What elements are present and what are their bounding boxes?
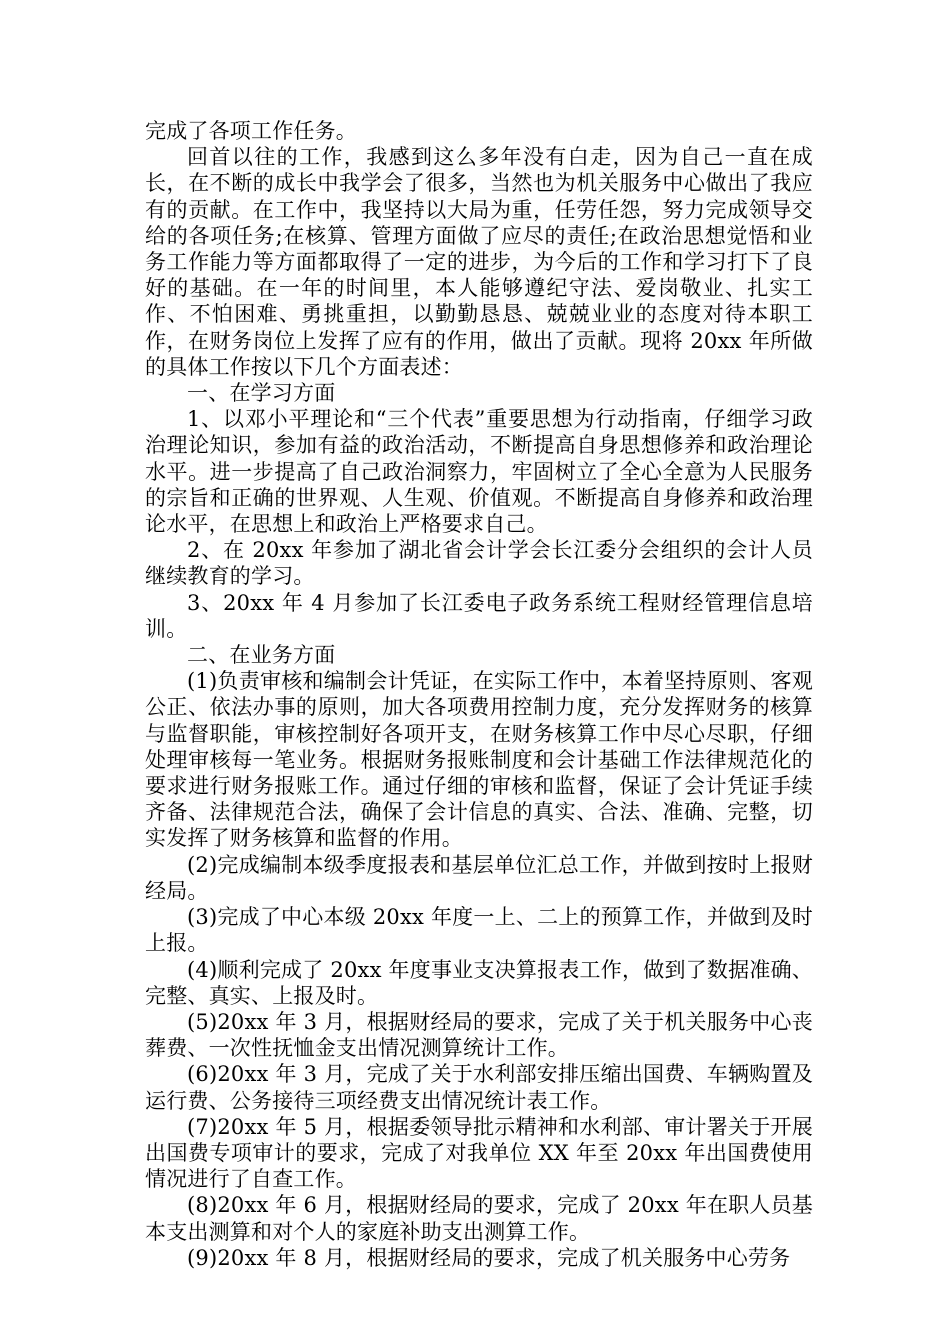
paragraph-business-2: (2)完成编制本级季度报表和基层单位汇总工作，并做到按时上报财经局。 bbox=[145, 852, 813, 903]
paragraph-study-3: 3、20xx 年 4 月参加了长江委电子政务系统工程财经管理信息培训。 bbox=[145, 590, 813, 641]
paragraph-business-1: (1)负责审核和编制会计凭证，在实际工作中，本着坚持原则、客观公正、依法办事的原则，加大各项费用控制力度，充分发挥财务的核算与监督职能，审核控制好各项开支，在财务核算工作中尽心尽职，仔细处理审核每一笔业务。根据财务报账制度和会计基础工作法律规范化的要求进行财务报账工作。通过仔细的审核和监督，保证了会计凭证手续齐备、法律规范合法，确保了会计信息的真实、合法、准确、完整，切实发挥了财务核算和监督的作用。 bbox=[145, 669, 813, 851]
paragraph-study-1: 1、以邓小平理论和“三个代表”重要思想为行动指南，仔细学习政治理论知识，参加有益的政治活动，不断提高自身思想修养和政治理论水平。进一步提高了自己政治洞察力，牢固树立了全心全意为人民服务的宗旨和正确的世界观、人生观、价值观。不断提高自身修养和政治理论水平，在思想上和政治上严格要求自己。 bbox=[145, 407, 813, 537]
paragraph-business-7: (7)20xx 年 5 月，根据委领导批示精神和水利部、审计署关于开展出国费专项审计的要求，完成了对我单位 XX 年至 20xx 年出国费使用情况进行了自查工作。 bbox=[145, 1114, 813, 1192]
document-page bbox=[145, 118, 813, 1271]
paragraph-review: 回首以往的工作，我感到这么多年没有白走，因为自己一直在成长，在不断的成长中我学会了很多，当然也为机关服务中心做出了我应有的贡献。在工作中，我坚持以大局为重，任劳任怨，努力完成领导交给的各项任务;在核算、管理方面做了应尽的责任;在政治思想觉悟和业务工作能力等方面都取得了一定的进步，为今后的工作和学习打下了良好的基础。在一年的时间里，本人能够遵纪守法、爱岗敬业、扎实工作、不怕困难、勇挑重担，以勤勤恳恳、兢兢业业的态度对待本职工作，在财务岗位上发挥了应有的作用，做出了贡献。现将 20xx 年所做的具体工作按以下几个方面表述： bbox=[145, 145, 813, 379]
paragraph-continuation: 完成了各项工作任务。 bbox=[145, 119, 357, 143]
section-heading-business: 二、在业务方面 bbox=[187, 643, 336, 668]
paragraph-business-6: (6)20xx 年 3 月，完成了关于水利部安排压缩出国费、车辆购置及运行费、公务接待三项经费支出情况统计表工作。 bbox=[145, 1062, 813, 1113]
paragraph-business-4: (4)顺利完成了 20xx 年度事业支决算报表工作，做到了数据准确、完整、真实、上报及时。 bbox=[145, 957, 813, 1008]
paragraph-business-8: (8)20xx 年 6 月，根据财经局的要求，完成了 20xx 年在职人员基本支出测算和对个人的家庭补助支出测算工作。 bbox=[145, 1193, 813, 1244]
section-heading-study: 一、在学习方面 bbox=[187, 381, 336, 406]
paragraph-business-3: (3)完成了中心本级 20xx 年度一上、二上的预算工作，并做到及时上报。 bbox=[145, 905, 813, 956]
paragraph-study-2: 2、在 20xx 年参加了湖北省会计学会长江委分会组织的会计人员继续教育的学习。 bbox=[145, 538, 813, 589]
paragraph-business-9: (9)20xx 年 8 月，根据财经局的要求，完成了机关服务中心劳务 bbox=[187, 1245, 791, 1270]
paragraph-business-5: (5)20xx 年 3 月，根据财经局的要求，完成了关于机关服务中心丧葬费、一次性抚恤金支出情况测算统计工作。 bbox=[145, 1009, 813, 1061]
